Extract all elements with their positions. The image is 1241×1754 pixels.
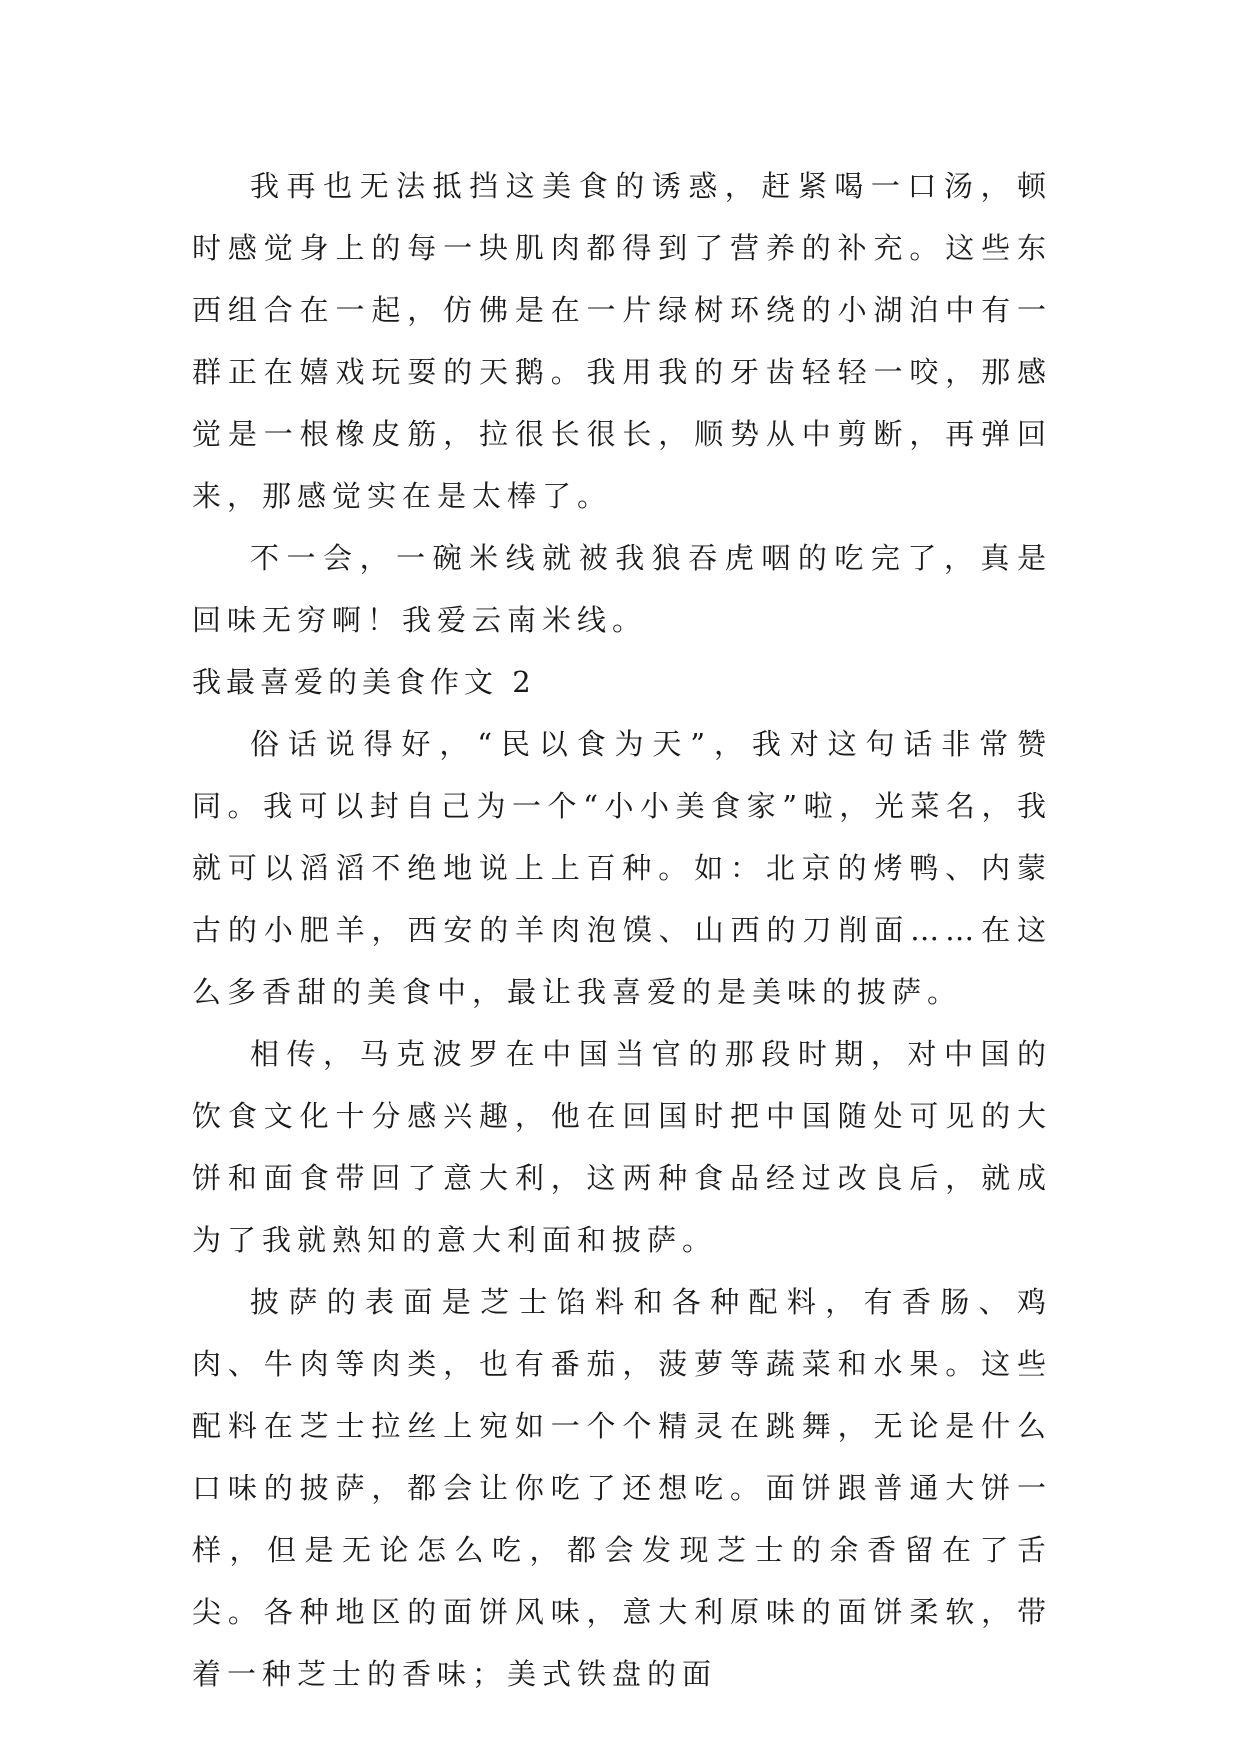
paragraph-pizza-origin: 相传，马克波罗在中国当官的那段时期，对中国的饮食文化十分感兴趣，他在回国时把中国随处可见的大饼和面食带回了意大利，这两种食品经过改良后，就成为了我就熟知的意大利面和披萨。 xyxy=(192,1037,1052,1257)
essay-heading: 我最喜爱的美食作文 2 xyxy=(192,665,536,699)
paragraph-mixian-taste: 我再也无法抵挡这美食的诱惑，赶紧喝一口汤，顿时感觉身上的每一块肌肉都得到了营养的补充。这些东西组合在一起，仿佛是在一片绿树环绕的小湖泊中有一群正在嬉戏玩耍的天鹅。我用我的牙齿轻轻一咬，那感觉是一根橡皮筋，拉很长很长，顺势从中剪断，再弹回来，那感觉实在是太棒了。 xyxy=(192,169,1052,513)
paragraph-food-saying: 俗话说得好，“民以食为天”，我对这句话非常赞同。我可以封自己为一个“小小美食家”啦，光菜名，我就可以滔滔不绝地说上上百种。如：北京的烤鸭、内蒙古的小肥羊，西安的羊肉泡馍、山西的刀削面……在这么多香甜的美食中，最让我喜爱的是美味的披萨。 xyxy=(192,727,1052,1009)
document-page xyxy=(192,155,1052,1705)
paragraph-mixian-finish: 不一会，一碗米线就被我狼吞虎咽的吃完了，真是回味无穷啊！我爱云南米线。 xyxy=(192,541,1052,637)
paragraph-pizza-description: 披萨的表面是芝士馅料和各种配料，有香肠、鸡肉、牛肉等肉类，也有番茄，菠萝等蔬菜和水果。这些配料在芝士拉丝上宛如一个个精灵在跳舞，无论是什么口味的披萨，都会让你吃了还想吃。面饼跟普通大饼一样，但是无论怎么吃，都会发现芝士的余香留在了舌尖。各种地区的面饼风味，意大利原味的面饼柔软，带着一种芝士的香味；美式铁盘的面 xyxy=(192,1285,1052,1691)
